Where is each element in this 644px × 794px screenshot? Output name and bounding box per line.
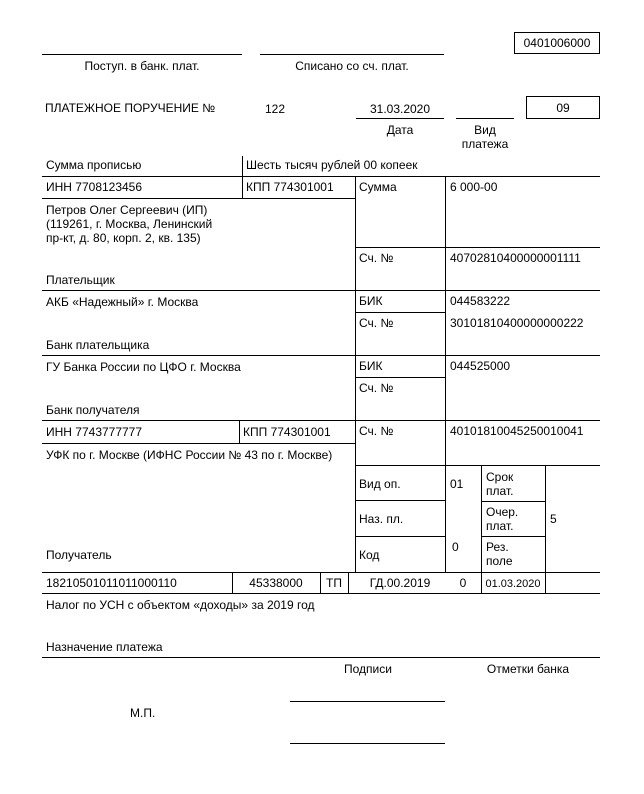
queue-label-2: плат. <box>486 519 514 533</box>
grid-line-term <box>481 501 545 502</box>
payer-account: 40702810400000001111 <box>450 251 581 265</box>
payee-bank-account-label: Сч. № <box>359 381 394 395</box>
payee-bank-bik-label: БИК <box>359 359 383 373</box>
grid-line-code <box>355 536 445 537</box>
grid-vline-payer-kpp <box>242 176 243 198</box>
grid-vline-values <box>445 176 446 572</box>
tax-basis: ТП <box>326 576 342 590</box>
order-number: 122 <box>265 102 286 116</box>
payer-label: Плательщик <box>46 273 115 287</box>
tax-doc-date: 01.03.2020 <box>485 578 541 590</box>
amount-words-value: Шесть тысяч рублей 00 копеек <box>246 158 418 172</box>
debited-label: Списано со сч. плат. <box>295 59 409 73</box>
payer-name-line2: (119261, г. Москва, Ленинский <box>46 217 213 231</box>
bank-marks-label: Отметки банка <box>486 662 570 676</box>
payer-name-line3: пр-кт, д. 80, корп. 2, кв. 135) <box>46 231 201 245</box>
code-label: Код <box>359 548 380 562</box>
payer-account-label: Сч. № <box>359 251 394 265</box>
grid-vline-queue <box>545 465 546 593</box>
grid-line-queue <box>481 536 545 537</box>
amount-value: 6 000-00 <box>450 180 498 194</box>
grid-line-account <box>355 247 600 248</box>
grid-vline-tax-basis <box>348 572 349 593</box>
signature-line-1 <box>290 701 445 702</box>
payee-bank-label: Банк получателя <box>46 403 140 417</box>
order-date: 31.03.2020 <box>369 102 431 116</box>
grid-line-amount <box>42 176 600 177</box>
payer-bank-bik-label: БИК <box>359 294 383 308</box>
grid-line-payer-bank <box>42 290 600 291</box>
grid-vline-payee-kpp <box>239 420 240 443</box>
tax-kbk: 18210501011011000110 <box>46 576 177 590</box>
payee-label: Получатель <box>46 548 112 562</box>
grid-line-payer-bank-bik <box>355 312 445 313</box>
payment-type-line <box>456 118 514 119</box>
form-code-box <box>514 32 600 54</box>
grid-line-payee-inn <box>42 443 355 444</box>
grid-line-payee-bank <box>42 355 600 356</box>
status-code: 09 <box>556 100 570 115</box>
payee-inn: ИНН 7743777777 <box>46 425 143 439</box>
operation-type-label: Вид оп. <box>359 477 401 491</box>
date-line <box>356 118 444 119</box>
queue-value: 5 <box>550 512 557 526</box>
purpose-label: Назначение платежа <box>46 640 163 654</box>
grid-line-operation <box>355 465 600 466</box>
queue-label-1: Очер. <box>486 505 519 519</box>
payee-name: УФК по г. Москве (ИФНС России № 43 по г. Москве) <box>46 448 333 462</box>
tax-doc-number: 0 <box>459 576 467 590</box>
signatures-label: Подписи <box>344 662 392 676</box>
purpose-code-label: Наз. пл. <box>359 512 404 526</box>
amount-words-label: Сумма прописью <box>46 158 142 172</box>
payer-bank-account: 30101810400000000222 <box>450 316 584 330</box>
payee-account-label: Сч. № <box>359 424 394 438</box>
grid-line-payee <box>42 420 600 421</box>
received-label: Поступ. в банк. плат. <box>84 59 200 73</box>
payer-kpp: КПП 774301001 <box>246 180 334 194</box>
form-code: 0401006000 <box>523 36 591 50</box>
amount-words-divider <box>242 156 243 176</box>
status-code-box <box>526 96 600 119</box>
payee-bank-bik: 044525000 <box>450 359 511 373</box>
payer-bank-bik: 044583222 <box>450 294 511 308</box>
operation-type-value: 01 <box>450 477 464 491</box>
payment-type-label: Вид платежа <box>461 123 509 151</box>
payer-bank-label: Банк плательщика <box>46 338 150 352</box>
signature-line-2 <box>290 743 445 744</box>
grid-line-purpose <box>355 500 445 501</box>
debited-line <box>260 54 444 55</box>
grid-line-tax-bottom <box>42 593 600 594</box>
received-line <box>42 54 242 55</box>
grid-line-tax <box>42 572 600 573</box>
payer-inn: ИНН 7708123456 <box>46 180 143 194</box>
purpose-text: Налог по УСН с объектом «доходы» за 2019 год <box>46 598 315 612</box>
payer-bank-name: АКБ «Надежный» г. Москва <box>46 295 199 309</box>
reserve-label-2: поле <box>486 554 513 568</box>
purpose-line <box>42 657 600 658</box>
payer-bank-account-label: Сч. № <box>359 316 394 330</box>
grid-vline-mid <box>355 176 356 572</box>
grid-line-payee-bank-bik <box>355 377 445 378</box>
reserve-label-1: Рез. <box>486 540 509 554</box>
term-label-1: Срок <box>486 470 514 484</box>
tax-period: ГД.00.2019 <box>369 576 431 590</box>
payee-bank-name: ГУ Банка России по ЦФО г. Москва <box>46 360 241 374</box>
grid-vline-term <box>481 465 482 593</box>
payer-name-line1: Петров Олег Сергеевич (ИП) <box>46 203 208 217</box>
payee-kpp: КПП 774301001 <box>243 425 331 439</box>
order-title: ПЛАТЕЖНОЕ ПОРУЧЕНИЕ № <box>45 101 216 115</box>
payee-account: 40101810045250010041 <box>450 424 584 438</box>
date-label: Дата <box>386 123 414 137</box>
stamp-label: М.П. <box>130 706 156 720</box>
amount-label: Сумма <box>359 180 397 194</box>
grid-line-inn <box>42 198 355 199</box>
code-value: 0 <box>452 540 459 554</box>
term-label-2: плат. <box>486 484 514 498</box>
tax-oktmo: 45338000 <box>249 576 303 590</box>
